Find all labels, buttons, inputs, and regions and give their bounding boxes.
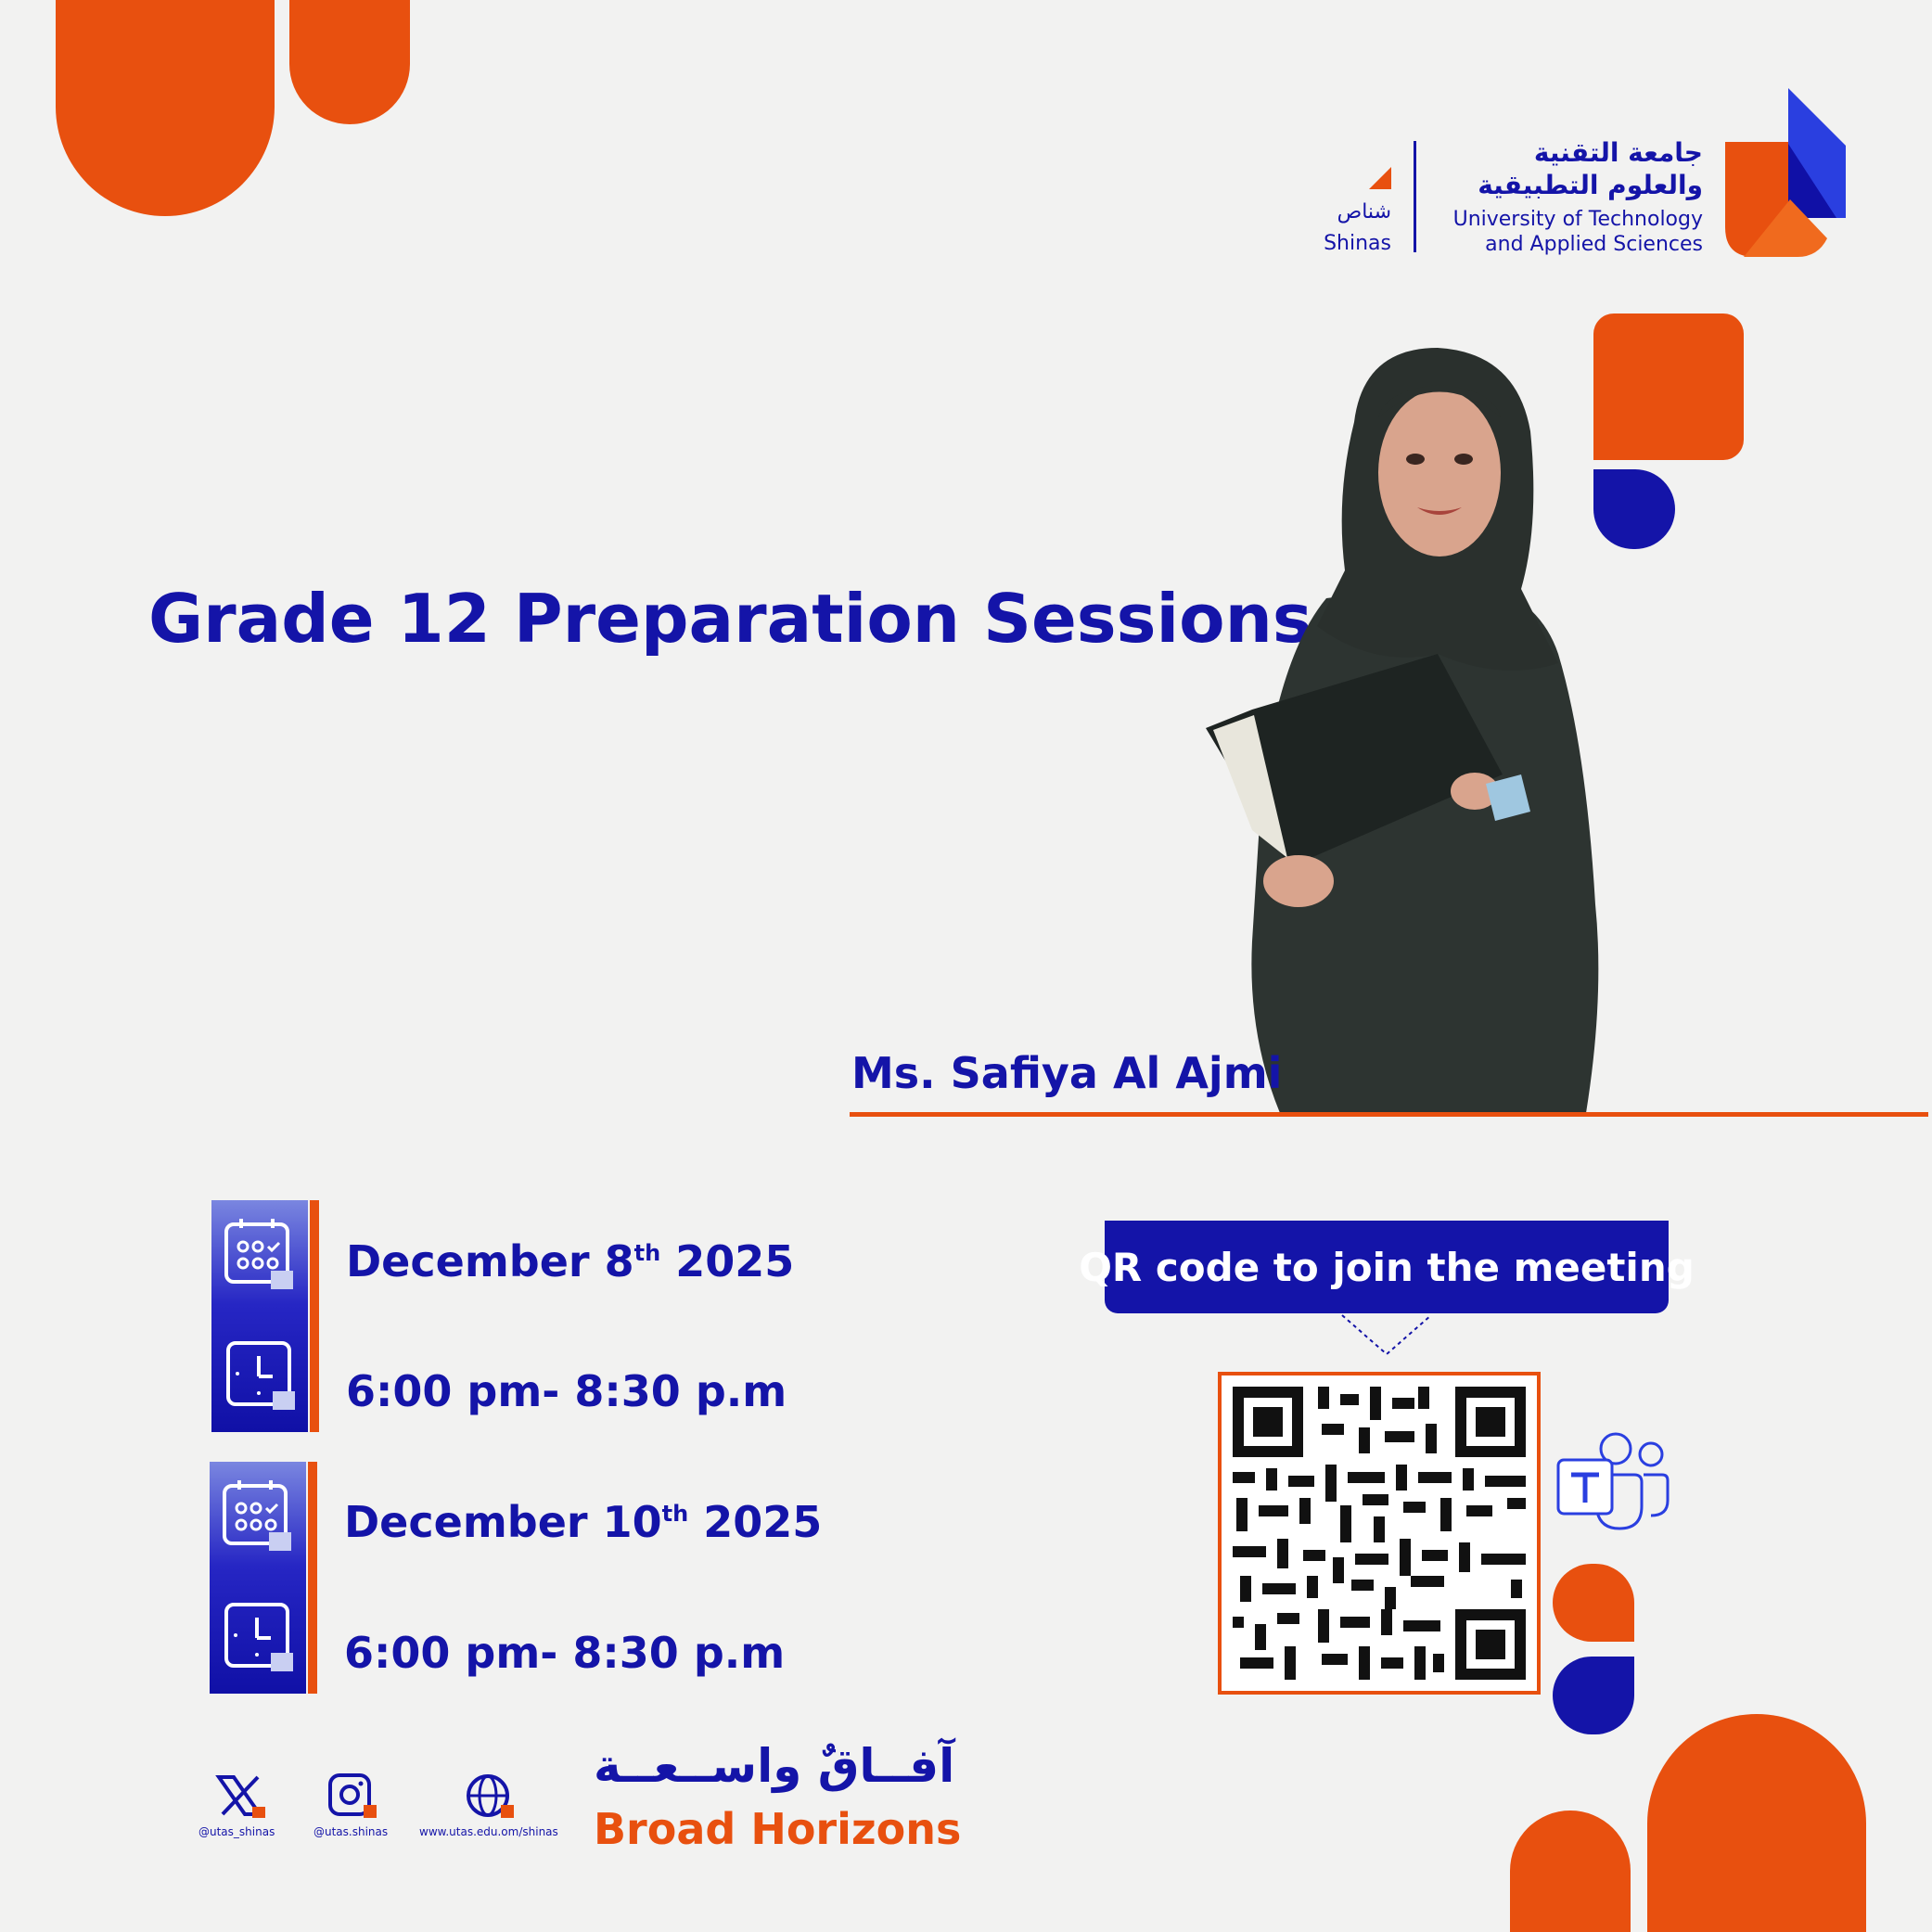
campus-name-ar: شناص [1337, 200, 1391, 224]
clock-icon [224, 1339, 297, 1412]
social-website[interactable] [417, 1773, 566, 1838]
speaker-name: Ms. Safiya Al Ajmi [851, 1048, 1283, 1098]
clock-icon [223, 1601, 295, 1673]
calendar-icon [223, 1217, 297, 1291]
qr-code[interactable] [1218, 1372, 1541, 1695]
decor-arch-bottom-small [1510, 1810, 1631, 1932]
university-name-en-line1: University of Technology [1452, 208, 1703, 231]
university-name-en-line2: and Applied Sciences [1485, 233, 1703, 256]
speaker-portrait-illustration [1196, 348, 1679, 1113]
social-instagram[interactable] [312, 1773, 395, 1838]
x-handle: @utas_shinas [198, 1825, 275, 1838]
decor-shape-qr-orange [1553, 1564, 1634, 1642]
decor-shape-top-left-large [56, 0, 275, 216]
instagram-icon [325, 1773, 380, 1820]
instagram-handle: @utas.shinas [313, 1825, 389, 1838]
session-1-date-text: December 8 [346, 1236, 634, 1286]
session-1-date [346, 1236, 794, 1286]
university-name-ar-line1: جامعة التقنية [1533, 137, 1703, 168]
session-2-date [344, 1497, 822, 1547]
session-2-time: 6:00 pm- 8:30 p.m [344, 1628, 786, 1678]
speaker-underline [850, 1112, 1928, 1117]
calendar-icon [221, 1478, 295, 1553]
logo-divider [1414, 141, 1416, 252]
decor-arch-bottom-large [1647, 1714, 1866, 1932]
session-card-2 [210, 1462, 321, 1695]
university-logo [1725, 88, 1846, 260]
session-1-time: 6:00 pm- 8:30 p.m [346, 1366, 787, 1416]
slogan-ar: آفــاقٌ واســعــة [594, 1739, 955, 1793]
speaker-photo [1196, 348, 1679, 1113]
qr-label: QR code to join the meeting [1105, 1221, 1669, 1313]
microsoft-teams-icon [1555, 1428, 1670, 1532]
university-logo-mark [1725, 88, 1846, 260]
campus-triangle-icon [1369, 167, 1391, 189]
university-name-ar-line2: والعلوم التطبيقية [1478, 170, 1703, 200]
slogan-en: Broad Horizons [594, 1804, 962, 1854]
x-twitter-icon [211, 1773, 267, 1820]
decor-shape-qr-blue [1553, 1657, 1634, 1734]
campus-name-en: Shinas [1324, 232, 1391, 255]
decor-shape-top-left-small [289, 0, 410, 124]
session-1-date-year: 2025 [660, 1236, 795, 1286]
session-2-date-year: 2025 [688, 1497, 823, 1547]
session-1-accent-bar [310, 1200, 319, 1432]
qr-code-image [1222, 1375, 1537, 1691]
page-title: Grade 12 Preparation Sessions [148, 580, 1312, 658]
session-2-date-suffix: th [661, 1501, 689, 1527]
qr-pointer-arrow [1340, 1313, 1433, 1356]
globe-icon [464, 1773, 519, 1820]
session-2-date-text: December 10 [344, 1497, 662, 1547]
session-1-date-suffix: th [633, 1240, 661, 1266]
session-card-1 [211, 1200, 323, 1434]
session-2-accent-bar [308, 1462, 317, 1694]
website-url: www.utas.edu.om/shinas [419, 1825, 558, 1838]
social-x[interactable] [198, 1773, 282, 1838]
